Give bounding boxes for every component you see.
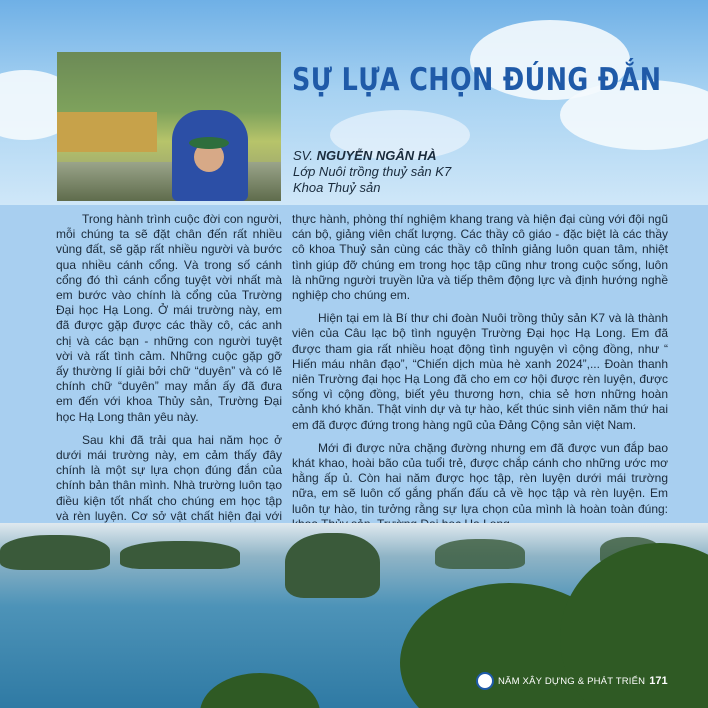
student-photo: [57, 52, 281, 201]
author-faculty: Khoa Thuỷ sản: [293, 180, 381, 195]
author-prefix: SV.: [293, 148, 313, 163]
text-column-right: [292, 212, 668, 540]
author-line: [293, 148, 451, 164]
author-block: [293, 148, 451, 196]
paragraph: Sau khi đã trải qua hai năm học ở dưới mái trường này, em cảm thấy đây chính là một sự lựa chọn đúng đắn của chính bản thân mình. Nhà trường luôn tạo điều kiện tốt nhất cho chúng em học tập và rèn luyện. Cơ sở vật chất hiện đại với: [56, 432, 282, 523]
photo-student-hat: [189, 137, 229, 149]
paragraph: Mới đi được nửa chặng đường nhưng em đã được vun đắp bao khát khao, hoài bão của tuổi trẻ, được chắp cánh cho những ước mơ hằng ấp ủ. Còn hai năm được học tập, rèn luyện dưới mái trường nữa, em sẽ luôn cố gắng phấn đấu cả về học tập và rèn luyện. Em luôn tự hào, tin tưởng rằng sự lựa chọn của mình là hoàn toàn đúng:: [292, 440, 668, 516]
island: [285, 533, 380, 598]
paragraph: Trong hành trình cuộc đời con người, mỗi chúng ta sẽ đặt chân đến rất nhiều vùng đất, sẽ gặp rất nhiều người và bước qua nhiều cánh cổng. Và trong số cánh cổng đó thì cánh cổng tuyệt vời nhất mà em bước vào chính là cổng của Trường Đại học Hạ Long. Ở mái trường này, em đã được gặp được các thầy cô, các anh chị và các bạn - những con người tuyệt vời và rất tình cảm. Những cuộc gặp gỡ ấy thường lí giải bởi chữ “duyên” và có lẽ chính chữ “duyên” may mắn ấy đã đưa em đến với khoa Thủy sản, Trường Đại học Hạ Long thân yêu này.: [56, 212, 282, 424]
island: [120, 541, 240, 569]
photo-building: [57, 112, 157, 152]
paragraph: thực hành, phòng thí nghiệm khang trang và hiện đại cùng với đội ngũ cán bộ, giảng viên chất lượng. Các thầy cô giáo - đặc biệt là các thầy cô khoa Thuỷ sản cùng các thầy cô thỉnh giảng luôn quan tâm, nhiệt tình giúp đỡ chúng em trong học tập cũng như trong cuộc sống, luôn là những người truyền lửa và tiếp thêm động lực và định hướng nghề nghiệp cho chúng em.: [292, 212, 668, 303]
author-name: NGUYỄN NGÂN HÀ: [316, 148, 437, 163]
anniversary-logo-icon: [476, 672, 494, 690]
page-number: 171: [649, 675, 668, 687]
island: [0, 535, 110, 570]
paragraph: Hiện tại em là Bí thư chi đoàn Nuôi trồng thủy sản K7 và là thành viên của Câu lạc bộ tình nguyện Trường Đại học Hạ Long. Em đã được tham gia rất nhiều hoạt động tình nguyện vì cộng đồng, như “ Hiến máu nhân đạo”, “Chiến dịch mùa hè xanh 2024”,... Đoàn thanh niên Trường đại học Hạ Long đã cho em cơ hội được rèn luyện, được sống vì cộng đồng, biết yêu thương hơn, chia sẻ hơn những hoàn cảnh khó khăn. Thật vinh dự và tự hào, kết thúc sinh viên năm thứ hai em đã được đứng trong hàng ngũ của Đảng Cộng sản việt Nam.: [292, 311, 668, 432]
text-column-left: [56, 212, 282, 547]
page-footer: [476, 671, 668, 691]
tree: [200, 673, 320, 708]
article-title: SỰ LỰA CHỌN ĐÚNG ĐẮN: [292, 62, 662, 98]
author-class: Lớp Nuôi trồng thuỷ sản K7: [293, 164, 452, 179]
footer-text: NĂM XÂY DỰNG & PHÁT TRIỂN: [498, 675, 646, 687]
island: [435, 539, 525, 569]
